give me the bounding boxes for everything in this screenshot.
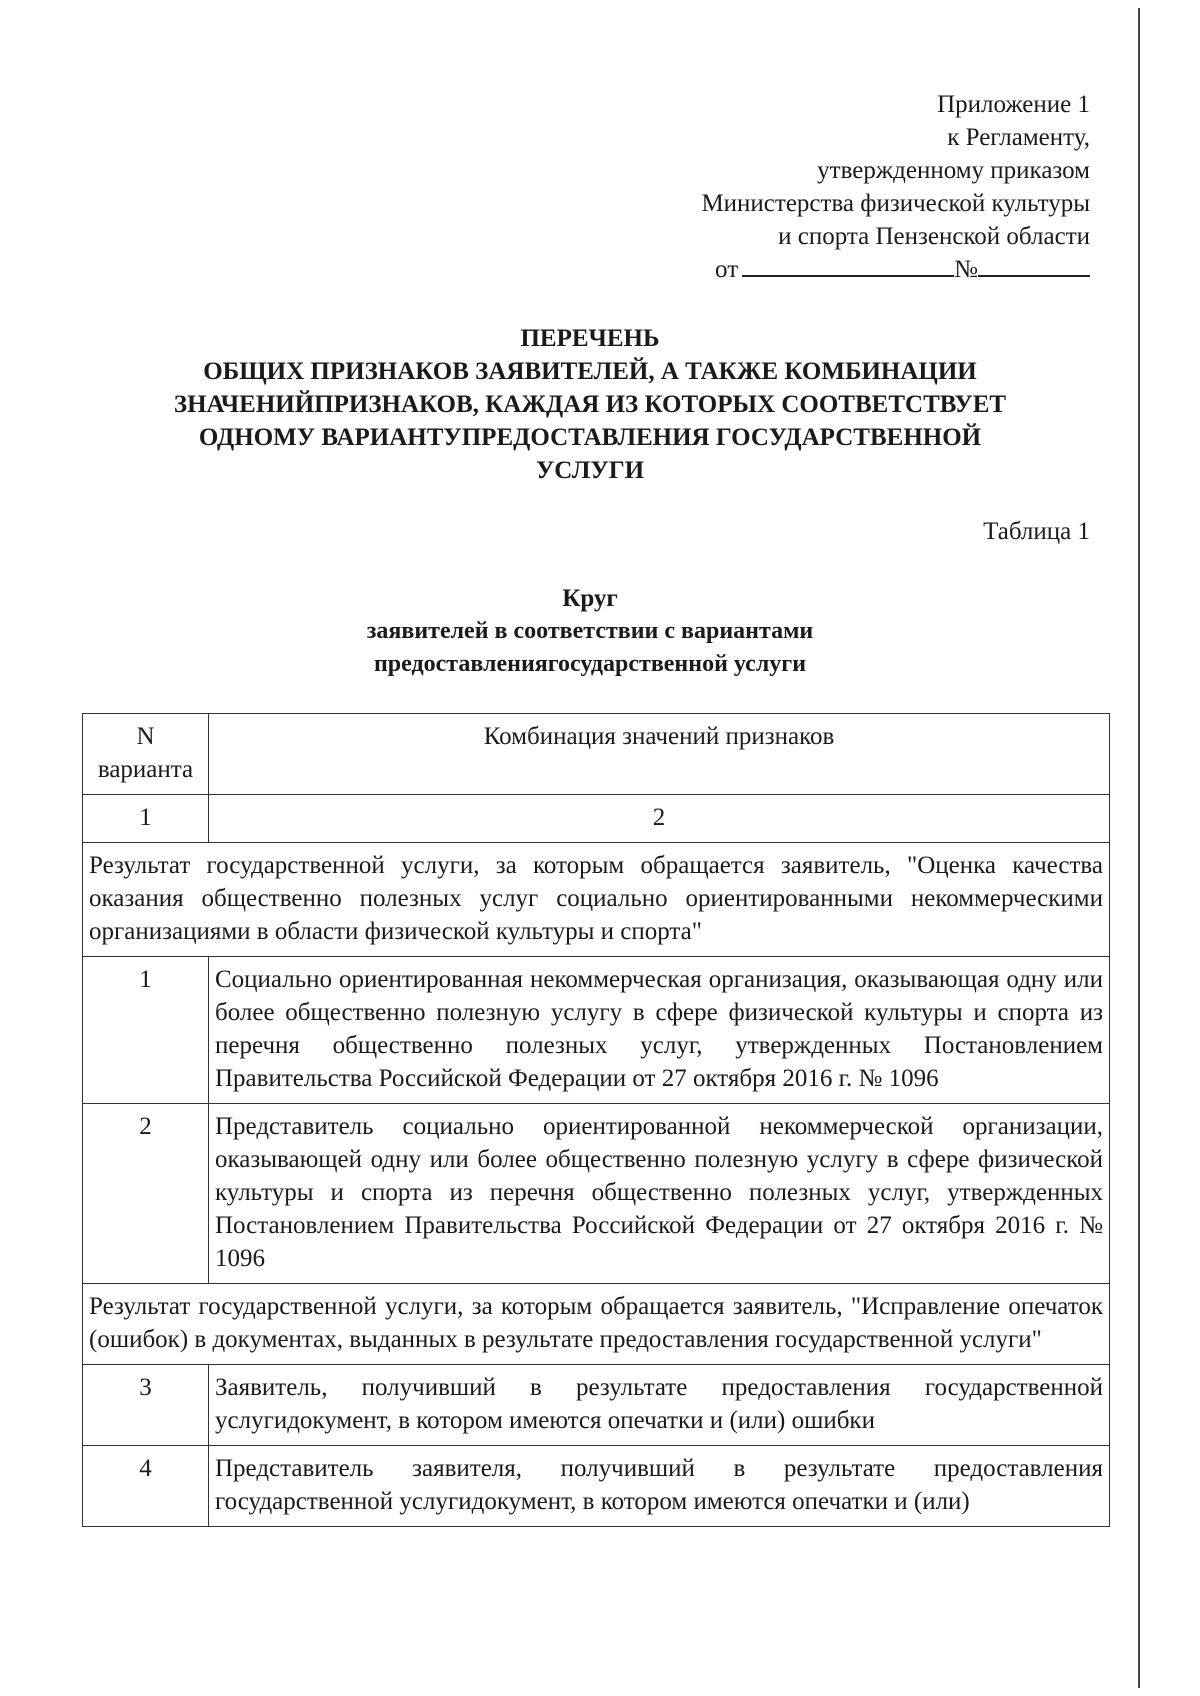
number-sign: № bbox=[954, 256, 978, 283]
appendix-date-line bbox=[701, 253, 1090, 286]
title-line-3: ЗНАЧЕНИЙПРИЗНАКОВ, КАЖДАЯ ИЗ КОТОРЫХ СООТВЕТСТВУЕТ bbox=[173, 391, 1007, 418]
section-row bbox=[83, 1284, 1110, 1365]
variant-number: 3 bbox=[83, 1365, 209, 1446]
appendix-line-4: Министерства физической культуры bbox=[701, 190, 1090, 217]
page-edge-line bbox=[1138, 8, 1140, 1688]
date-blank bbox=[742, 253, 954, 277]
variant-number: 4 bbox=[83, 1446, 209, 1527]
variant-text: Представитель заявителя, получивший в результате предоставления государственной услугидокумент, в котором имеются опечатки и (или) bbox=[209, 1446, 1110, 1527]
table-index-row bbox=[83, 795, 1110, 843]
caption-line-2: заявителей в соответствии с вариантами bbox=[366, 618, 814, 644]
table-row bbox=[83, 1104, 1110, 1284]
title-line-2: ОБЩИХ ПРИЗНАКОВ ЗАЯВИТЕЛЕЙ, А ТАКЖЕ КОМБИНАЦИИ bbox=[203, 358, 977, 385]
appendix-block bbox=[701, 88, 1090, 286]
table-row bbox=[83, 957, 1110, 1104]
index-cell-1: 1 bbox=[83, 795, 209, 843]
table-caption bbox=[100, 582, 1080, 681]
date-prefix: от bbox=[715, 256, 739, 283]
number-blank bbox=[978, 253, 1090, 277]
table-header-row bbox=[83, 714, 1110, 795]
section-row bbox=[83, 843, 1110, 957]
header-combination: Комбинация значений признаков bbox=[209, 714, 1110, 795]
applicants-table bbox=[82, 713, 1110, 1527]
appendix-line-2: к Регламенту, bbox=[947, 124, 1090, 151]
section-2-text: Результат государственной услуги, за которым обращается заявитель, "Исправление опечаток (ошибок) в документах, выданных в результате предоставления государственной услуги" bbox=[83, 1284, 1110, 1365]
caption-line-3: предоставлениягосударственной услуги bbox=[373, 651, 807, 677]
table-row bbox=[83, 1446, 1110, 1527]
variant-number: 2 bbox=[83, 1104, 209, 1284]
index-cell-2: 2 bbox=[209, 795, 1110, 843]
variant-text: Социально ориентированная некоммерческая организация, оказывающая одну или более общественно полезную услугу в сфере физической культуры и спорта из перечня общественно полезных услуг, утвержденных Постановлением Правительства Российской Федерации от 27 октября 2016 г. № 1096 bbox=[209, 957, 1110, 1104]
appendix-line-3: утвержденному приказом bbox=[817, 157, 1090, 184]
variant-number: 1 bbox=[83, 957, 209, 1104]
variant-text: Заявитель, получивший в результате предоставления государственной услугидокумент, в котором имеются опечатки и (или) ошибки bbox=[209, 1365, 1110, 1446]
table-row bbox=[83, 1365, 1110, 1446]
appendix-line-1: Приложение 1 bbox=[937, 91, 1090, 118]
variant-text: Представитель социально ориентированной некоммерческой организации, оказывающей одну или более общественно полезную услугу в сфере физической культуры и спорта из перечня общественно полезных услуг, утвержденных Постановлением Правительства Российской Федерации от 27 октября 2016 г. № 1096 bbox=[209, 1104, 1110, 1284]
caption-line-1: Круг bbox=[562, 585, 618, 612]
table-number: Таблица 1 bbox=[983, 518, 1090, 545]
header-variant-number: N варианта bbox=[83, 714, 209, 795]
document-title bbox=[100, 322, 1080, 487]
section-1-text: Результат государственной услуги, за которым обращается заявитель, "Оценка качества оказания общественно полезных услуг социально ориентированными некоммерческими организациями в области физической культуры и спорта" bbox=[83, 843, 1110, 957]
title-line-1: ПЕРЕЧЕНЬ bbox=[520, 325, 660, 352]
title-line-4: ОДНОМУ ВАРИАНТУПРЕДОСТАВЛЕНИЯ ГОСУДАРСТВЕННОЙ bbox=[198, 424, 982, 451]
title-line-5: УСЛУГИ bbox=[535, 457, 645, 484]
appendix-line-5: и спорта Пензенской области bbox=[778, 223, 1090, 250]
